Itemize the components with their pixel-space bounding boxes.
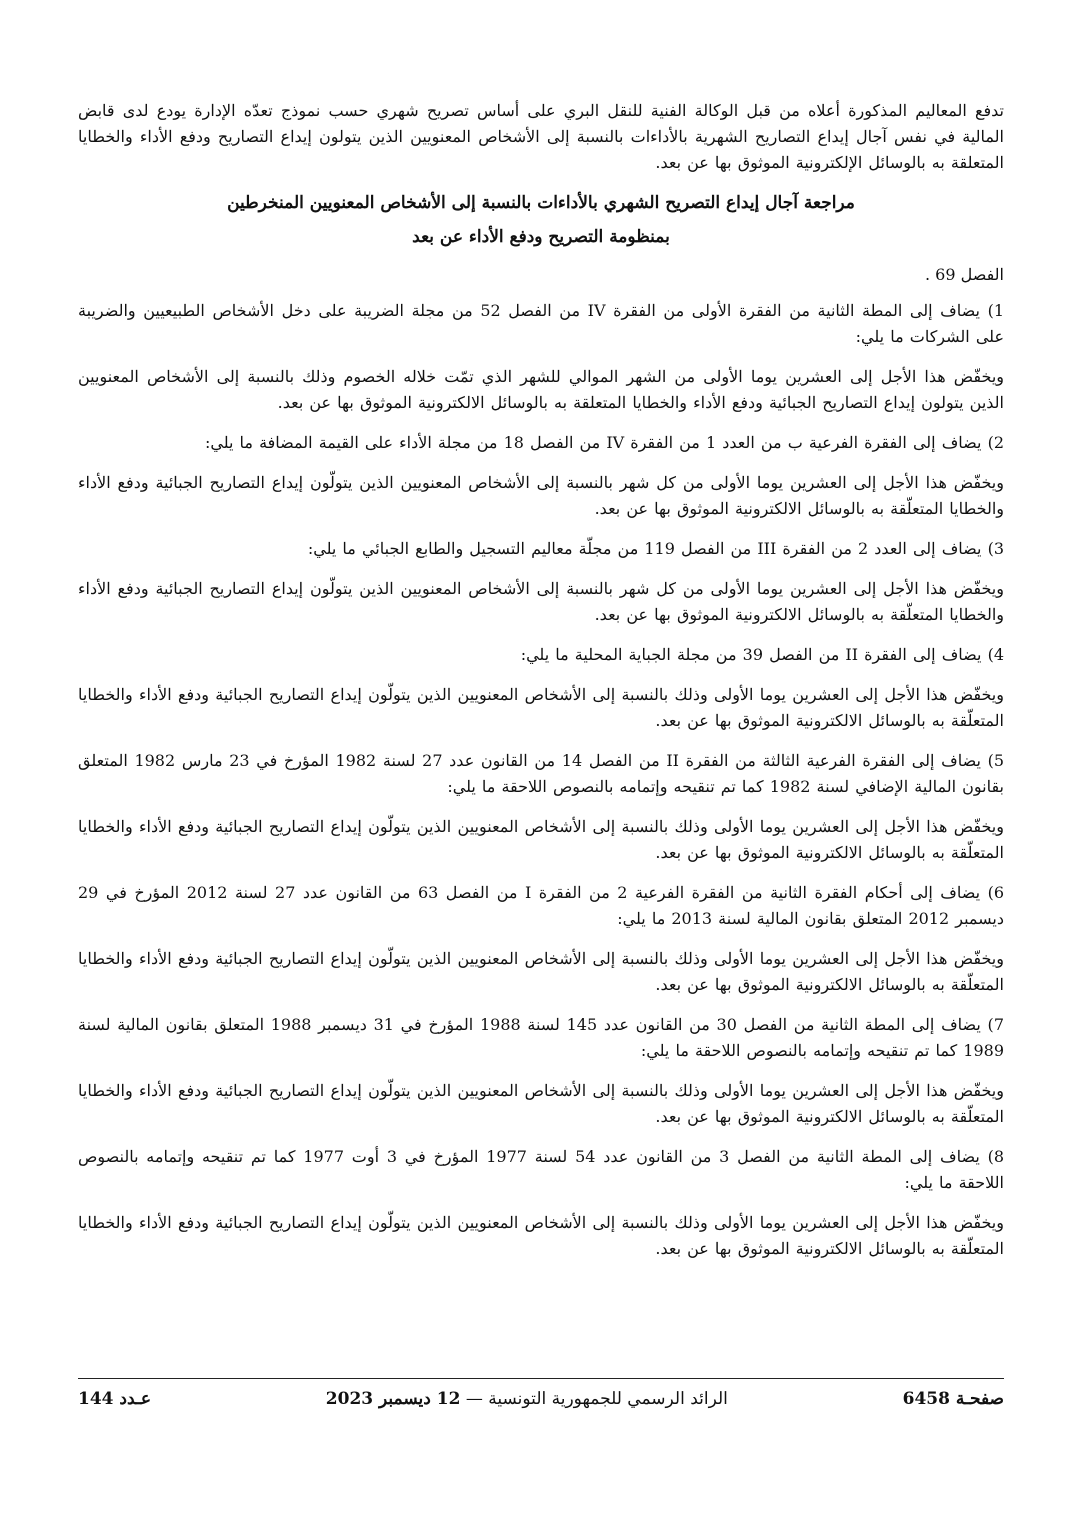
footer-journal bbox=[326, 1389, 728, 1409]
item-2-amendment: ويخفّض هذا الأجل إلى العشرين يوما الأولى من كل شهر بالنسبة إلى الأشخاص المعنويين الذين يتولّون إيداع التصاريح الجبائية ودفع الأداء والخطايا المتعلّقة به بالوسائل الالكترونية الموثوق بها عن بعد. bbox=[78, 473, 1004, 518]
page-footer bbox=[78, 1378, 1004, 1409]
item-4-amendment: ويخفّض هذا الأجل إلى العشرين يوما الأولى وذلك بالنسبة إلى الأشخاص المعنويين الذين يتولّون إيداع التصاريح الجبائية ودفع الأداء والخطايا المتعلّقة به بالوسائل الالكترونية الموثوق بها عن بعد. bbox=[78, 685, 1004, 730]
item-4-text: 4) يضاف إلى الفقرة II من الفصل 39 من مجلة الجباية المحلية ما يلي: bbox=[520, 645, 1004, 664]
footer-row bbox=[78, 1379, 1004, 1409]
intro-paragraph: تدفع المعاليم المذكورة أعلاه من قبل الوكالة الفنية للنقل البري على أساس تصريح شهري حسب نموذج تعدّه الإدارة يودع لدى قابض المالية في نفس آجال إيداع التصاريح الشهرية بالأداءات بالنسبة إلى الأشخاص المعنويين الذين يتولون إيداع التصاريح ودفع الأداء والخطايا المتعلقة به بالوسائل الإلكترونية الموثوق بها عن بعد. bbox=[78, 101, 1004, 172]
item-5-text: 5) يضاف إلى الفقرة الفرعية الثالثة من الفقرة II من الفصل 14 من القانون عدد 27 لسنة 1982 المؤرخ في 23 مارس 1982 المتعلق بقانون المالية الإضافي لسنة 1982 كما تم تنقيحه وإتمامه بالنصوص اللاحقة ما يلي: bbox=[78, 751, 1004, 796]
item-3-text: 3) يضاف إلى العدد 2 من الفقرة III من الفصل 119 من مجلّة معاليم التسجيل والطابع الجبائي ما يلي: bbox=[307, 539, 1004, 558]
item-2-text: 2) يضاف إلى الفقرة الفرعية ب من العدد 1 من الفقرة IV من الفصل 18 من مجلة الأداء على القيمة المضافة ما يلي: bbox=[204, 433, 1004, 452]
journal-name: الرائد الرسمي للجمهورية التونسية — bbox=[465, 1389, 728, 1409]
item-3-amendment: ويخفّض هذا الأجل إلى العشرين يوما الأولى من كل شهر بالنسبة إلى الأشخاص المعنويين الذين يتولّون إيداع التصاريح الجبائية ودفع الأداء والخطايا المتعلّقة به بالوسائل الالكترونية الموثوق بها عن بعد. bbox=[78, 579, 1004, 624]
section-title-line2: بمنظومة التصريح ودفع الأداء عن بعد bbox=[412, 227, 670, 247]
issue-number: عـدد 144 bbox=[78, 1389, 152, 1409]
item-5-amendment: ويخفّض هذا الأجل إلى العشرين يوما الأولى وذلك بالنسبة إلى الأشخاص المعنويين الذين يتولّون إيداع التصاريح الجبائية ودفع الأداء والخطايا المتعلّقة به بالوسائل الالكترونية الموثوق بها عن بعد. bbox=[78, 817, 1004, 862]
item-7-amendment: ويخفّض هذا الأجل إلى العشرين يوما الأولى وذلك بالنسبة إلى الأشخاص المعنويين الذين يتولّون إيداع التصاريح الجبائية ودفع الأداء والخطايا المتعلّقة به بالوسائل الالكترونية الموثوق بها عن بعد. bbox=[78, 1081, 1004, 1126]
item-6-amendment: ويخفّض هذا الأجل إلى العشرين يوما الأولى وذلك بالنسبة إلى الأشخاص المعنويين الذين يتولّون إيداع التصاريح الجبائية ودفع الأداء والخطايا المتعلّقة به بالوسائل الالكترونية الموثوق بها عن بعد. bbox=[78, 949, 1004, 994]
item-6-text: 6) يضاف إلى أحكام الفقرة الثانية من الفقرة الفرعية 2 من الفقرة I من الفصل 63 من القانون عدد 27 لسنة 2012 المؤرخ في 29 ديسمبر 2012 المتعلق بقانون المالية لسنة 2013 ما يلي: bbox=[78, 883, 1005, 928]
item-7-text: 7) يضاف إلى المطة الثانية من الفصل 30 من القانون عدد 145 لسنة 1988 المؤرخ في 31 ديسمبر 1988 المتعلق بقانون المالية لسنة 1989 كما تم تنقيحه وإتمامه بالنصوص اللاحقة ما يلي: bbox=[78, 1015, 1004, 1060]
item-1-text: 1) يضاف إلى المطة الثانية من الفقرة الأولى من الفقرة IV من الفصل 52 من مجلة الضريبة على دخل الأشخاص الطبيعيين والضريبة على الشركات ما يلي: bbox=[78, 301, 1004, 346]
item-8-amendment: ويخفّض هذا الأجل إلى العشرين يوما الأولى وذلك بالنسبة إلى الأشخاص المعنويين الذين يتولّون إيداع التصاريح الجبائية ودفع الأداء والخطايا المتعلّقة به بالوسائل الالكترونية الموثوق بها عن بعد. bbox=[78, 1213, 1004, 1258]
section-title-line1: مراجعة آجال إيداع التصريح الشهري بالأداءات بالنسبة إلى الأشخاص المعنويين المنخرطين bbox=[227, 193, 855, 213]
issue-date: 12 ديسمبر 2023 bbox=[325, 1389, 461, 1409]
item-8-text: 8) يضاف إلى المطة الثانية من الفصل 3 من القانون عدد 54 لسنة 1977 المؤرخ في 3 أوت 1977 كما تم تنقيحه وإتمامه بالنصوص اللاحقة ما يلي: bbox=[78, 1147, 1005, 1192]
item-1-amendment: ويخفّض هذا الأجل إلى العشرين يوما الأولى من الشهر الموالي للشهر الذي تمّت خلاله الخصوم وذلك بالنسبة إلى الأشخاص المعنويين الذين يتولون إيداع التصاريح الجبائية ودفع الأداء والخطايا المتعلقة به بالوسائل الالكترونية الموثوق بها عن بعد. bbox=[78, 367, 1005, 412]
document-body bbox=[78, 98, 1004, 1276]
page-number: صفحـة 6458 bbox=[902, 1389, 1004, 1409]
chapter-heading: الفصل 69 . bbox=[924, 265, 1004, 284]
